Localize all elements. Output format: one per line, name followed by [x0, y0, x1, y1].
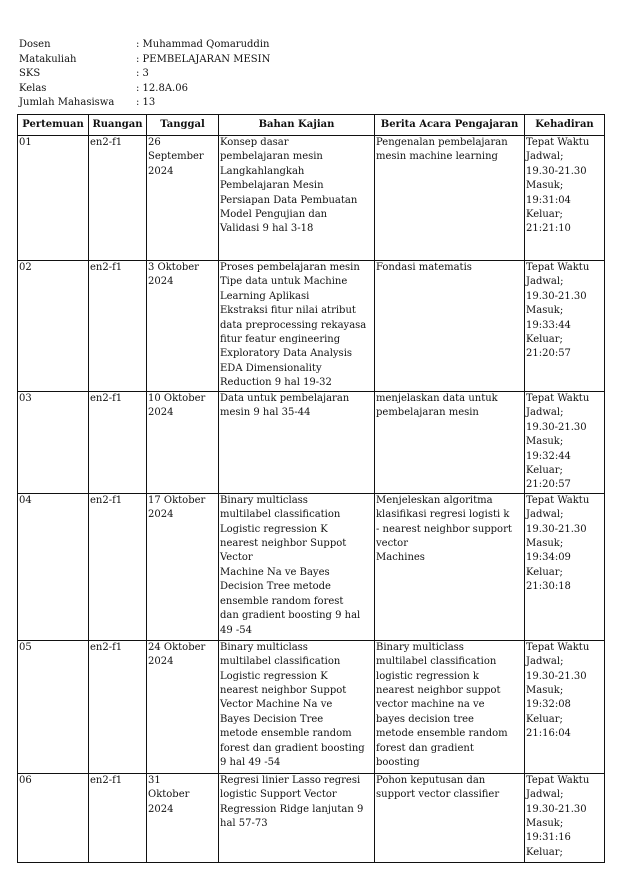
- course-info: [19, 38, 270, 111]
- info-label: Jumlah Mahasiswa: [19, 97, 115, 108]
- material: Proses pembelajaran mesin Tipe data untuk Machine Learning Aplikasi Ekstraksi fitur nilai atribut data preprocessing rekayasa fitur featur engineering Exploratory Data Analysis EDA Dimensionality Reduction 9 hal 19-32: [219, 261, 375, 392]
- room: en2-f1: [89, 136, 147, 261]
- info-row-class: [19, 82, 270, 97]
- room: en2-f1: [89, 261, 147, 392]
- meeting-number: 02: [18, 261, 89, 392]
- info-value: : Muhammad Qomaruddin: [136, 39, 270, 50]
- teaching-notes: menjelaskan data untuk pembelajaran mesin: [375, 392, 525, 494]
- info-label: Matakuliah: [19, 53, 77, 65]
- header-material: Bahan Kajian: [219, 115, 375, 136]
- info-value: : 12.8A.06: [136, 82, 188, 94]
- teaching-notes: Pohon keputusan dan support vector classifier: [375, 773, 525, 862]
- table-row: [18, 493, 605, 640]
- attendance-table: [17, 114, 605, 863]
- attendance: Tepat Waktu Jadwal; 19.30-21.30 Masuk; 19:32:08 Keluar; 21:16:04: [525, 640, 605, 773]
- table-header-row: [18, 115, 605, 136]
- header-room: Ruangan: [89, 115, 147, 136]
- table-row: [18, 640, 605, 773]
- info-row-course: [19, 53, 270, 68]
- header-attendance: Kehadiran: [525, 115, 605, 136]
- table-row: [18, 261, 605, 392]
- material: Regresi linier Lasso regresi logistic Support Vector Regression Ridge lanjutan 9 hal 57-73: [219, 773, 375, 862]
- teaching-notes: Binary multiclass multilabel classification logistic regression k nearest neighbor suppot vector machine na ve bayes decision tree metode ensemble random forest dan gradient boosting: [375, 640, 525, 773]
- info-label: SKS: [19, 68, 41, 79]
- info-label: Dosen: [19, 39, 51, 50]
- info-row-credits: [19, 67, 270, 82]
- info-row-students: [19, 96, 270, 111]
- attendance: Tepat Waktu Jadwal; 19.30-21.30 Masuk; 19:34:09 Keluar; 21:30:18: [525, 493, 605, 640]
- date: 10 Oktober 2024: [147, 392, 219, 494]
- meeting-number: 04: [18, 493, 89, 640]
- date: 17 Oktober 2024: [147, 493, 219, 640]
- material: Konsep dasar pembelajaran mesin Langkahlangkah Pembelajaran Mesin Persiapan Data Pembuatan Model Pengujian dan Validasi 9 hal 3-18: [219, 136, 375, 261]
- meeting-number: 05: [18, 640, 89, 773]
- material: Binary multiclass multilabel classification Logistic regression K nearest neighbor Suppot Vector Machine Na ve Bayes Decision Tree metode ensemble random forest dan gradient boosting 9 hal 49 -54: [219, 640, 375, 773]
- attendance: Tepat Waktu Jadwal; 19.30-21.30 Masuk; 19:33:44 Keluar; 21:20:57: [525, 261, 605, 392]
- header-teaching-notes: Berita Acara Pengajaran: [375, 115, 525, 136]
- info-value: : 3: [136, 68, 149, 79]
- info-row-lecturer: [19, 38, 270, 53]
- room: en2-f1: [89, 392, 147, 494]
- attendance: Tepat Waktu Jadwal; 19.30-21.30 Masuk; 19:32:44 Keluar; 21:20:57: [525, 392, 605, 494]
- date: 3 Oktober 2024: [147, 261, 219, 392]
- teaching-notes: Menjeleskan algoritma klasifikasi regresi logisti k - nearest neighbor support vector Machines: [375, 493, 525, 640]
- room: en2-f1: [89, 773, 147, 862]
- attendance: Tepat Waktu Jadwal; 19.30-21.30 Masuk; 19:31:04 Keluar; 21:21:10: [525, 136, 605, 261]
- teaching-notes: Fondasi matematis: [375, 261, 525, 392]
- meeting-number: 03: [18, 392, 89, 494]
- header-date: Tanggal: [147, 115, 219, 136]
- attendance: Tepat Waktu Jadwal; 19.30-21.30 Masuk; 19:31:16 Keluar;: [525, 773, 605, 862]
- table-row: [18, 773, 605, 862]
- info-value: : 13: [136, 97, 156, 108]
- info-label: Kelas: [19, 82, 47, 94]
- meeting-number: 06: [18, 773, 89, 862]
- date: 31 Oktober 2024: [147, 773, 219, 862]
- table-row: [18, 392, 605, 494]
- date: 26 September 2024: [147, 136, 219, 261]
- room: en2-f1: [89, 640, 147, 773]
- header-meeting: Pertemuan: [18, 115, 89, 136]
- teaching-notes: Pengenalan pembelajaran mesin machine learning: [375, 136, 525, 261]
- info-value: : PEMBELAJARAN MESIN: [136, 53, 271, 65]
- table-row: [18, 136, 605, 261]
- material: Binary multiclass multilabel classification Logistic regression K nearest neighbor Suppot Vector Machine Na ve Bayes Decision Tree metode ensemble random forest dan gradient boosting 9 hal 49 -54: [219, 493, 375, 640]
- meeting-number: 01: [18, 136, 89, 261]
- material: Data untuk pembelajaran mesin 9 hal 35-44: [219, 392, 375, 494]
- room: en2-f1: [89, 493, 147, 640]
- date: 24 Oktober 2024: [147, 640, 219, 773]
